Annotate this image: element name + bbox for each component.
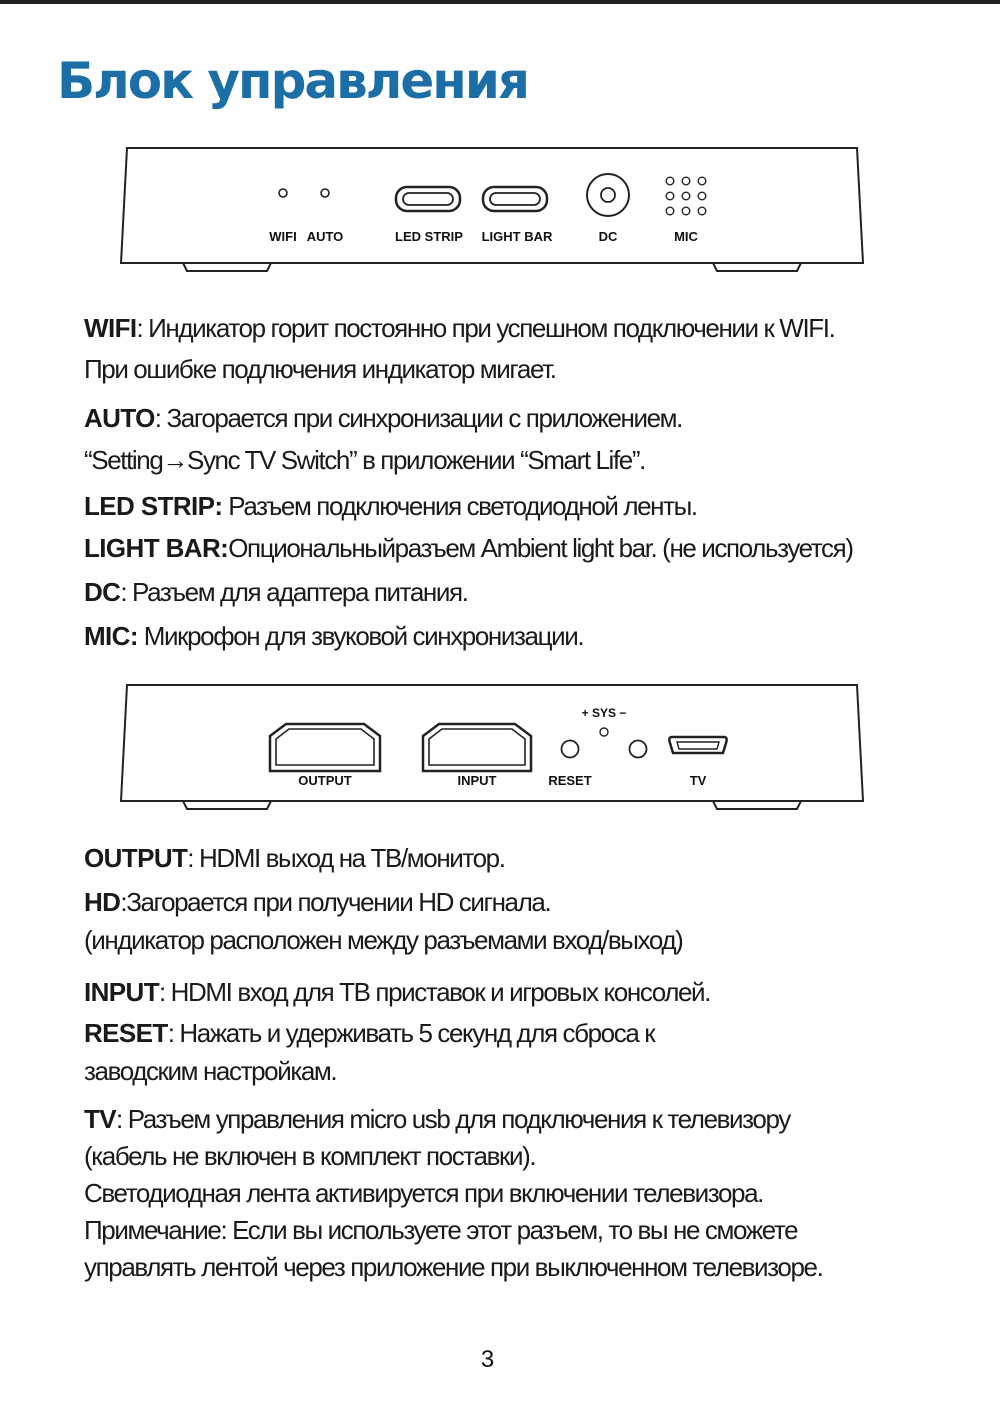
led-strip-label: LED STRIP <box>395 229 463 244</box>
desc-line-input: INPUT: HDMI вход для ТВ приставок и игровых консолей. <box>84 977 710 1007</box>
desc-line-mic: MIC: Микрофон для звуковой синхронизации. <box>84 621 584 651</box>
desc-line-tv-note-2: управлять лентой через приложение при выключенном телевизоре. <box>84 1252 823 1282</box>
desc-line-wifi: WIFI: Индикатор горит постоянно при успешном подключении к WIFI. <box>84 313 835 343</box>
desc-line-hd-cont: (индикатор расположен между разъемами вход/выход) <box>84 925 683 955</box>
input-label: INPUT <box>457 773 497 788</box>
tv-micro-usb-port <box>669 737 726 753</box>
front-panel-diagram <box>115 143 870 273</box>
desc-line-tv-note-1: Примечание: Если вы используете этот разъем, то вы не сможете <box>84 1215 798 1245</box>
output-label: OUTPUT <box>298 773 352 788</box>
light-bar-label: LIGHT BAR <box>481 229 553 244</box>
desc-line-tv: TV: Разъем управления micro usb для подключения к телевизору <box>84 1104 790 1134</box>
desc-line-reset: RESET: Нажать и удерживать 5 секунд для сброса к <box>84 1018 655 1048</box>
hdmi-output-port <box>270 724 380 771</box>
desc-line-auto-cont: “Setting→Sync TV Switch” в приложении “Smart Life”. <box>84 445 645 475</box>
microphone-holes <box>666 177 706 215</box>
dc-power-jack <box>587 174 629 216</box>
desc-line-tv-cont-1: (кабель не включен в комплект поставки). <box>84 1141 536 1171</box>
wifi-indicator-led <box>279 189 287 197</box>
reset-label: RESET <box>548 773 592 788</box>
desc-line-tv-cont-2: Светодиодная лента активируется при включении телевизора. <box>84 1178 763 1208</box>
tv-label: TV <box>689 773 707 788</box>
sys-minus-button-hole <box>630 741 647 758</box>
desc-line-auto: AUTO: Загорается при синхронизации с приложением. <box>84 403 682 433</box>
desc-line-reset-cont: заводским настройкам. <box>84 1056 337 1086</box>
desc-line-output: OUTPUT: HDMI выход на ТВ/монитор. <box>84 843 505 873</box>
sys-indicator-led <box>600 728 608 736</box>
page-title: Блок управления <box>57 52 528 110</box>
page-number: 3 <box>480 1346 495 1373</box>
back-panel-diagram <box>115 680 870 813</box>
led-strip-port <box>396 187 460 211</box>
mic-label: MIC <box>674 229 698 244</box>
dc-label: DC <box>598 229 618 244</box>
desc-line-hd: HD:Загорается при получении HD сигнала. <box>84 887 551 917</box>
light-bar-port <box>483 187 547 211</box>
auto-indicator-led <box>321 189 329 197</box>
desc-line-light-bar: LIGHT BAR:Опциональныйразъем Ambient light bar. (не используется) <box>84 533 853 563</box>
page-top-border <box>0 0 1000 4</box>
auto-label: AUTO <box>306 229 344 244</box>
hdmi-input-port <box>423 724 531 771</box>
desc-line-dc: DC: Разъем для адаптера питания. <box>84 577 468 607</box>
sys-label: + SYS − <box>581 706 627 720</box>
desc-line-led-strip: LED STRIP: Разъем подключения светодиодной ленты. <box>84 491 697 521</box>
wifi-label: WIFI <box>269 229 297 244</box>
reset-button-hole <box>562 741 579 758</box>
desc-line-wifi-cont: При ошибке подлючения индикатор мигает. <box>84 354 556 384</box>
